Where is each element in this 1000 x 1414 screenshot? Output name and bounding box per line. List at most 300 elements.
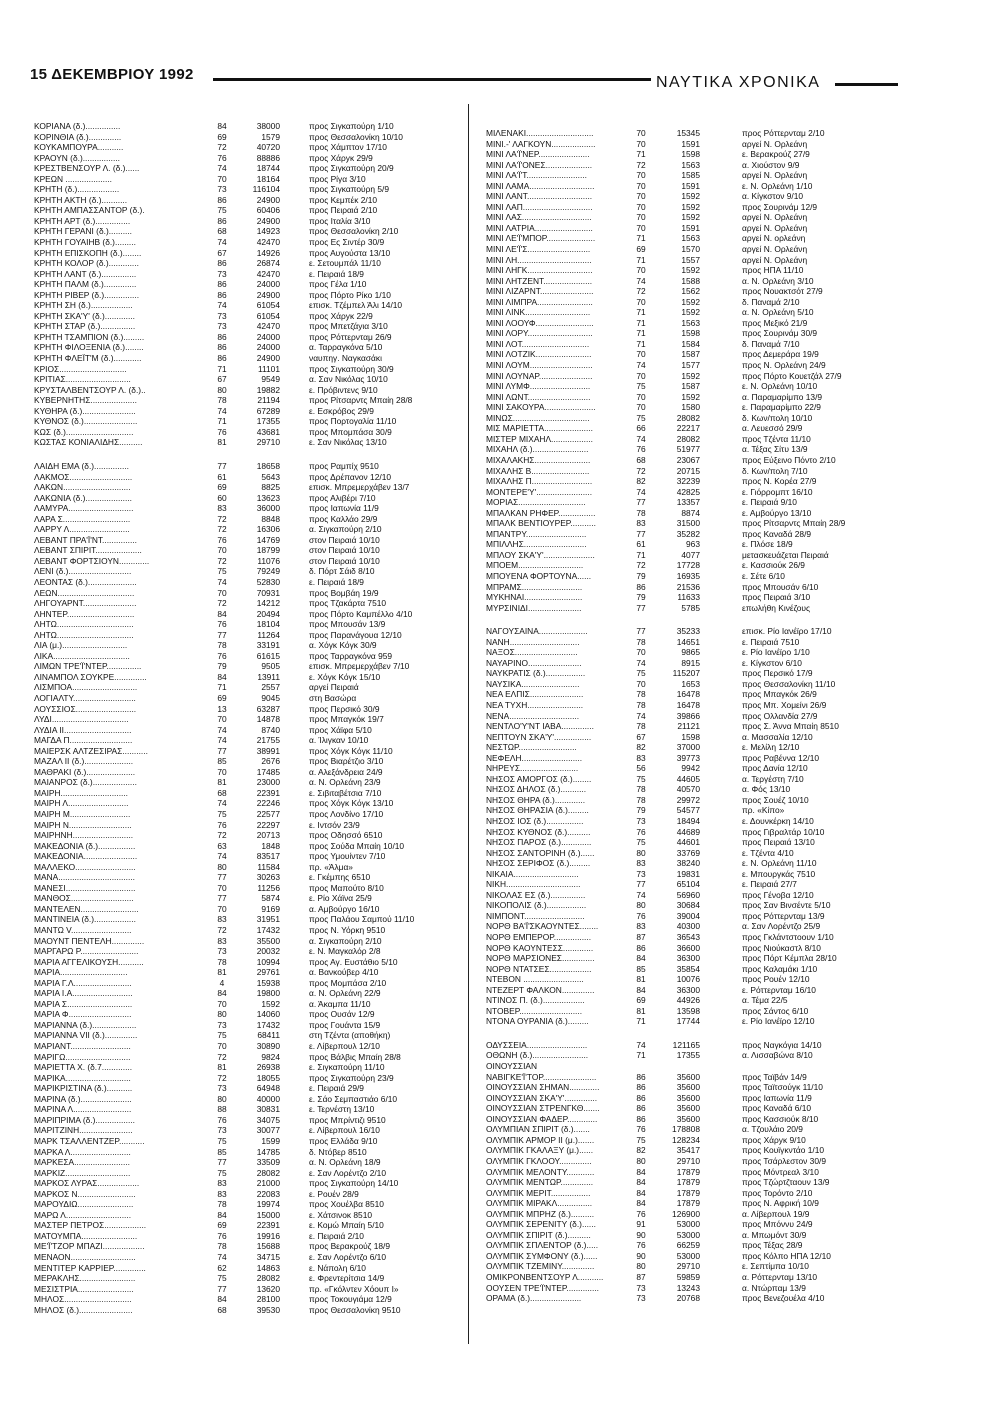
tonnage: 59859 bbox=[676, 1271, 700, 1282]
build-year: 83 bbox=[636, 858, 646, 869]
destination: α. Ν. Ορλεάνη 5/10 bbox=[742, 307, 814, 318]
tonnage: 14651 bbox=[676, 636, 700, 647]
ship-name: ΟΛΥΜΠΙΑΝ ΣΠΙΡΙΤ (δ.)....... bbox=[486, 1124, 590, 1135]
ship-row bbox=[476, 1219, 976, 1230]
ship-name: ΜΙΝΙ ΛΟΥΜ........................... bbox=[486, 360, 593, 371]
destination: ε. Πλόσε 18/9 bbox=[742, 539, 793, 550]
destination: προς Σιγκαπούρη 20/9 bbox=[309, 163, 394, 174]
build-year: 67 bbox=[217, 247, 227, 258]
ship-name: ΝΕΝΑ.............................. bbox=[486, 710, 580, 721]
destination: δ. Ντόβερ 8510 bbox=[309, 1146, 367, 1157]
build-year: 71 bbox=[636, 338, 646, 349]
destination: προς Σιγκαπούρη 5/9 bbox=[309, 184, 390, 195]
ship-name: ΜΑΡΙΑ Φ........................... bbox=[34, 1009, 132, 1020]
build-year: 85 bbox=[636, 963, 646, 974]
destination: προς Καλλάο 29/9 bbox=[309, 513, 378, 524]
build-year: 13 bbox=[217, 703, 227, 714]
tonnage: 18494 bbox=[676, 816, 700, 826]
build-year: 72 bbox=[636, 159, 646, 170]
build-year: 78 bbox=[217, 956, 227, 967]
tonnage: 51977 bbox=[676, 444, 700, 455]
tonnage: 34715 bbox=[256, 1251, 280, 1262]
destination: προς Νιούκαστλ 8/10 bbox=[742, 942, 821, 953]
destination: προς Σ. Άννα Μπαίη 8510 bbox=[742, 721, 839, 732]
ship-name: ΜΑΡΙΚΡΙΣΤΙΝΑ (δ.)........... bbox=[34, 1083, 133, 1094]
ship-row bbox=[24, 1168, 464, 1179]
destination: ε. Σέτε 6/10 bbox=[742, 570, 785, 581]
tonnage: 24000 bbox=[256, 279, 280, 290]
destination: α. Σιγκαπούρη 2/10 bbox=[309, 524, 382, 535]
ship-name: ΝΙΜΠΟΝΤ.......................... bbox=[486, 910, 585, 921]
ship-name: ΟΛΥΜΠΙΚ ΤΖΕΜΙΝΥ.............. bbox=[486, 1261, 595, 1272]
ship-row bbox=[24, 1125, 464, 1136]
build-year: 84 bbox=[217, 608, 227, 619]
ship-name: ΛΑΜΥΡΑ............................ bbox=[34, 503, 134, 514]
tonnage: 18164 bbox=[256, 173, 280, 184]
build-year: 81 bbox=[636, 974, 646, 985]
destination: α. Ν. Ορλεάνη 3/10 bbox=[742, 275, 814, 286]
ship-row bbox=[476, 953, 976, 964]
build-year: 80 bbox=[636, 847, 646, 858]
build-year: 74 bbox=[636, 889, 646, 900]
build-year: 62 bbox=[217, 1262, 227, 1273]
ship-name: ΜΑΙΡΗ............................. bbox=[34, 787, 129, 798]
ship-row bbox=[476, 434, 976, 445]
ship-name: ΜΙΝΙ ΛΑΤΡΙΑ......................... bbox=[486, 222, 593, 233]
build-year: 86 bbox=[217, 258, 227, 269]
build-year: 86 bbox=[636, 1113, 646, 1124]
ship-row bbox=[24, 395, 464, 406]
destination: α. Τέξας Σίτυ 13/9 bbox=[742, 444, 808, 455]
build-year: 90 bbox=[636, 1250, 646, 1261]
tonnage: 1591 bbox=[681, 180, 700, 191]
ship-row bbox=[476, 1177, 976, 1188]
ship-row bbox=[24, 936, 464, 947]
ship-row bbox=[24, 482, 464, 493]
tonnage: 14212 bbox=[256, 598, 280, 609]
ship-row bbox=[24, 184, 464, 195]
tonnage: 2557 bbox=[261, 682, 280, 693]
build-year: 72 bbox=[217, 1072, 227, 1083]
destination: προς Τζώρτζταουν 13/9 bbox=[742, 1177, 830, 1188]
build-year: 83 bbox=[217, 1178, 227, 1189]
ship-name: ΜΙΣ ΜΑΡΙΕΤΤΑ..................... bbox=[486, 423, 593, 434]
ship-row bbox=[476, 297, 976, 308]
destination: προς Σουρινάμ 30/9 bbox=[742, 328, 818, 339]
destination: προς Ρόττερνταμ 26/9 bbox=[309, 331, 392, 342]
ship-row bbox=[24, 756, 464, 767]
tonnage: 20494 bbox=[256, 608, 280, 619]
ship-name: ΜΙΝΙ ΛΑΝΤ............................ bbox=[486, 191, 593, 202]
destination: προς Θεσσαλονίκη 10/10 bbox=[309, 131, 403, 142]
ship-row bbox=[24, 788, 464, 799]
ship-name: ΜΠΟΥΕΝΑ ΦΟΡΤΟΥΝΑ...... bbox=[486, 570, 592, 581]
build-year: 74 bbox=[636, 710, 646, 721]
tonnage: 20032 bbox=[256, 946, 280, 957]
ship-name: ΝΕΦΕΛΗ.......................... bbox=[486, 752, 583, 763]
build-year: 67 bbox=[636, 731, 646, 742]
ship-name: ΝΑΞΟΣ........................... bbox=[486, 647, 578, 658]
tonnage: 61054 bbox=[256, 310, 280, 321]
build-year: 75 bbox=[636, 1134, 646, 1145]
build-year: 70 bbox=[636, 391, 646, 402]
tonnage: 31951 bbox=[256, 914, 280, 925]
destination: προς Νουακτσότ 27/9 bbox=[742, 286, 823, 297]
tonnage: 1592 bbox=[681, 191, 700, 202]
build-year: 74 bbox=[217, 1251, 227, 1262]
ship-row bbox=[24, 619, 464, 630]
destination: ε. Πρόβιντενς 9/10 bbox=[309, 384, 378, 395]
destination: προς Ρίτσαρντς Μπαίη 28/8 bbox=[309, 395, 413, 406]
destination: προς Μαπούτο 8/10 bbox=[309, 882, 384, 893]
tonnage: 35500 bbox=[256, 935, 280, 946]
ship-name: ΚΡΥΣΤΑΛΒΕΝΤΣΟΥΡ Λ. (δ.).. bbox=[34, 384, 146, 395]
ship-name: ΚΥΘΝΟΣ (δ.)....................... bbox=[34, 416, 138, 427]
tonnage: 16306 bbox=[256, 524, 280, 535]
destination: ε. Παραμαρίμπο 22/9 bbox=[742, 402, 821, 413]
ship-name: ΛΕΒΑΝΤ ΣΠΙΡΙΤ.................... bbox=[34, 545, 142, 556]
ship-row bbox=[24, 1104, 464, 1115]
tonnage: 88886 bbox=[256, 152, 280, 163]
build-year: 75 bbox=[217, 1167, 227, 1178]
build-year: 78 bbox=[636, 699, 646, 710]
ship-name: ΜΑΡΚΑ Λ.......................... bbox=[34, 1146, 131, 1157]
ship-name: ΛΙΑ (μ.)............................ bbox=[34, 640, 128, 651]
build-year: 70 bbox=[636, 222, 646, 233]
build-year: 74 bbox=[217, 724, 227, 735]
ship-row bbox=[24, 1284, 464, 1295]
ship-row bbox=[476, 837, 976, 848]
build-year: 68 bbox=[217, 787, 227, 798]
build-year: 86 bbox=[636, 581, 646, 592]
tonnage: 17355 bbox=[676, 1050, 700, 1061]
ship-name: ΜΙΝΙ ΛΙΜΠΡΑ........................ bbox=[486, 296, 593, 307]
destination: προς Ιταλία 3/10 bbox=[309, 215, 371, 226]
destination: προς Καλαμάκι 1/10 bbox=[742, 963, 818, 974]
build-year: 71 bbox=[636, 149, 646, 160]
destination: προς Σιγκαπούρη 23/9 bbox=[309, 1072, 394, 1083]
tonnage: 29710 bbox=[256, 437, 280, 448]
ship-row bbox=[24, 1157, 464, 1168]
tonnage: 15688 bbox=[256, 1241, 280, 1252]
ship-name: ΚΡΗΤΗ ΛΑΝΤ (δ.)............... bbox=[34, 268, 137, 279]
ship-row bbox=[24, 862, 464, 873]
destination: προς Χάρyκ 9/10 bbox=[742, 1134, 806, 1145]
build-year: 81 bbox=[217, 1062, 227, 1073]
ship-row bbox=[476, 328, 976, 339]
ship-name: ΛΑΡΑ Σ............................. bbox=[34, 513, 131, 524]
tonnage: 17728 bbox=[676, 560, 700, 571]
destination: ε. Ρουέν 28/9 bbox=[309, 1188, 359, 1199]
ship-row bbox=[476, 233, 976, 244]
ship-row bbox=[476, 805, 976, 816]
ship-name: ΚΡΗΤΗ ΑΚΤΗ (δ.)........... bbox=[34, 194, 128, 205]
ship-row bbox=[24, 714, 464, 725]
destination: προς Πόρτο Κουετζάλ 27/9 bbox=[742, 370, 842, 381]
ship-row bbox=[24, 385, 464, 396]
ship-name: ΜΙΝΩΣ................................. bbox=[486, 412, 590, 423]
tonnage: 29710 bbox=[676, 1155, 700, 1166]
build-year: 75 bbox=[636, 412, 646, 423]
tonnage: 35600 bbox=[676, 1103, 700, 1114]
ship-row bbox=[24, 925, 464, 936]
destination: προς Ολλανδία 27/9 bbox=[742, 710, 818, 721]
build-year: 84 bbox=[636, 1198, 646, 1209]
build-year: 83 bbox=[636, 518, 646, 529]
tonnage: 44689 bbox=[676, 826, 700, 837]
tonnage: 33191 bbox=[256, 640, 280, 651]
ship-name: ΜΑΝΕΣΙ.............................. bbox=[34, 882, 136, 893]
ship-row bbox=[476, 711, 976, 722]
tonnage: 17879 bbox=[676, 1166, 700, 1177]
destination: α. Χιούστον 9/9 bbox=[742, 159, 800, 170]
tonnage: 14926 bbox=[256, 247, 280, 258]
ship-row bbox=[476, 276, 976, 287]
ship-row bbox=[476, 128, 976, 139]
tonnage: 1570 bbox=[681, 244, 700, 255]
ship-name: ΜΑΙΡΗΝΗ.......................... bbox=[34, 830, 134, 841]
destination: α. Άκαμπα 11/10 bbox=[309, 998, 371, 1009]
ship-name: ΛΑΙΔΗ ΕΜΑ (δ.)............... bbox=[34, 460, 129, 471]
tonnage: 54577 bbox=[676, 805, 700, 816]
tonnage: 22297 bbox=[256, 819, 280, 830]
tonnage: 44601 bbox=[676, 837, 700, 848]
ship-name: ΚΡΗΤΗ ΠΑΛΜ (δ.).............. bbox=[34, 279, 137, 290]
tonnage: 16478 bbox=[676, 689, 700, 700]
ship-row bbox=[476, 371, 976, 382]
ship-name: ΜΙΝΙ ΣΑΚΟΥΡΑ...................... bbox=[486, 402, 596, 413]
destination: προς Γένοβα 12/10 bbox=[742, 889, 814, 900]
tonnage: 128234 bbox=[672, 1134, 700, 1145]
ship-row bbox=[476, 774, 976, 785]
ship-row bbox=[476, 1283, 976, 1294]
build-year: 70 bbox=[636, 191, 646, 202]
tonnage: 4077 bbox=[681, 549, 700, 560]
ship-row bbox=[24, 437, 464, 448]
ship-name: ΛΙΜΩΝ ΤΡΕ'Ϊ'ΝΤΕΡ............... bbox=[34, 661, 142, 672]
destination: προς Θεσσαλονίκη 9510 bbox=[309, 1304, 401, 1315]
destination: προς Κουϊγκντάο 1/10 bbox=[742, 1145, 825, 1156]
destination: ε. Κίγκστον 6/10 bbox=[742, 657, 802, 668]
destination: ε. Δουνκέρκη 14/10 bbox=[742, 816, 814, 826]
ship-row bbox=[24, 321, 464, 332]
destination: προς ΗΠΑ 11/10 bbox=[742, 265, 804, 276]
ship-row bbox=[476, 1050, 976, 1061]
build-year: 82 bbox=[636, 476, 646, 487]
build-year: 84 bbox=[217, 988, 227, 999]
build-year: 86 bbox=[636, 1082, 646, 1093]
tonnage: 28100 bbox=[256, 1294, 280, 1305]
tonnage: 2676 bbox=[261, 756, 280, 767]
tonnage: 14785 bbox=[256, 1146, 280, 1157]
ship-name: ΜΑΡΩ Λ............................ bbox=[34, 1209, 132, 1220]
build-year: 77 bbox=[636, 879, 646, 890]
ship-row bbox=[24, 503, 464, 514]
ship-name: ΜΑΛΛΕΚΟ.......................... bbox=[34, 861, 136, 872]
destination: α. Ταρραγκόνα 5/10 bbox=[309, 342, 383, 353]
ship-row bbox=[476, 1103, 976, 1114]
ship-row bbox=[24, 461, 464, 472]
ship-row bbox=[24, 1220, 464, 1231]
tonnage: 38240 bbox=[676, 858, 700, 869]
ship-name: ΟΟΥΣΕΝ ΤΡΕ'Ϊ'ΝΤΕΡ.............. bbox=[486, 1282, 599, 1293]
destination: α. Μπωμόντ 30/9 bbox=[742, 1229, 807, 1240]
destination: προς Εύξεινο Πόντο 2/10 bbox=[742, 454, 836, 465]
tonnage: 36000 bbox=[256, 503, 280, 514]
ship-row bbox=[476, 647, 976, 658]
build-year: 80 bbox=[636, 1155, 646, 1166]
build-year: 76 bbox=[217, 426, 227, 437]
tonnage: 43681 bbox=[256, 426, 280, 437]
ship-row bbox=[476, 349, 976, 360]
build-year: 77 bbox=[217, 872, 227, 883]
ship-name: ΜΙΝΙ ΛΗΤΖΕΝΤ..................... bbox=[486, 275, 593, 286]
ship-name: ΜΙΝΙ ΛΥΜΦ.......................... bbox=[486, 381, 591, 392]
ship-row bbox=[24, 226, 464, 237]
ship-row bbox=[476, 911, 976, 922]
build-year: 85 bbox=[217, 756, 227, 767]
section-gap bbox=[24, 448, 464, 461]
ship-row bbox=[476, 721, 976, 732]
ship-name: ΚΟΥΚΑΜΠΟΥΡΑ........... bbox=[34, 142, 124, 153]
build-year: 76 bbox=[217, 619, 227, 630]
ship-row bbox=[24, 416, 464, 427]
tonnage: 35233 bbox=[676, 626, 700, 637]
tonnage: 32239 bbox=[676, 476, 700, 487]
ship-row bbox=[476, 658, 976, 669]
destination: ε. Ρίο Ιανέϊρο 12/10 bbox=[742, 1016, 815, 1027]
build-year: 84 bbox=[217, 1294, 227, 1305]
tonnage: 1591 bbox=[681, 138, 700, 149]
destination: ε. Ν. Ορλεάνη 11/10 bbox=[742, 858, 817, 869]
ship-row bbox=[476, 529, 976, 540]
destination: προς Σαν Βινσέντε 5/10 bbox=[742, 900, 831, 911]
tonnage: 33769 bbox=[676, 847, 700, 858]
destination: ε. Ν. Ορλεάνη 1/10 bbox=[742, 180, 813, 191]
destination: προς Βάλβις Μπαίη 28/8 bbox=[309, 1051, 401, 1062]
build-year: 75 bbox=[636, 837, 646, 848]
ship-name: ΜΠΛΟΥ ΣΚΑ'Υ'...................... bbox=[486, 549, 595, 560]
ship-name: ΜΑΡΚ ΤΣΑΛΛΕΝΤΖΕΡ........... bbox=[34, 1135, 145, 1146]
build-year: 72 bbox=[636, 465, 646, 476]
ship-name: ΜΑΡΓΑΡΩ Ρ......................... bbox=[34, 946, 139, 957]
ship-row bbox=[24, 630, 464, 641]
destination: α. Τεργέστη 7/10 bbox=[742, 773, 804, 784]
ship-row bbox=[476, 1251, 976, 1262]
tonnage: 65104 bbox=[676, 879, 700, 890]
tonnage: 38991 bbox=[256, 745, 280, 756]
tonnage: 1557 bbox=[681, 254, 700, 265]
tonnage: 20768 bbox=[676, 1293, 700, 1304]
ship-row bbox=[476, 244, 976, 255]
ship-row bbox=[24, 566, 464, 577]
ship-name: ΜΙΝΙ ΛΑ'Ϊ'ΟΝΕΣ.................... bbox=[486, 159, 593, 170]
ship-name: ΝΗΣΟΣ ΚΥΘΝΟΣ (δ.).......... bbox=[486, 826, 591, 837]
build-year: 76 bbox=[636, 1124, 646, 1135]
ship-row bbox=[24, 1020, 464, 1031]
ship-name: ΜΥΡΣΙΝΙΔΙ....................... bbox=[486, 602, 582, 613]
tonnage: 22246 bbox=[256, 798, 280, 809]
build-year: 86 bbox=[217, 289, 227, 300]
destination: προς Υμουίντεν 7/10 bbox=[309, 851, 386, 862]
build-year: 73 bbox=[217, 1083, 227, 1094]
build-year: 75 bbox=[217, 809, 227, 819]
destination: α. Λευεσσό 29/9 bbox=[742, 423, 803, 434]
tonnage: 17355 bbox=[256, 416, 280, 427]
tonnage: 22391 bbox=[256, 787, 280, 798]
destination: ε. Σιγκαπούρη 11/10 bbox=[309, 1062, 385, 1073]
ship-name: ΟΙΝΟΥΣΣΙΑΝ ΣΗΜΑΝ............. bbox=[486, 1082, 600, 1093]
ship-name: ΝΗΣΟΣ ΙΟΣ (δ.)................ bbox=[486, 816, 584, 826]
ship-name: ΜΑΚΕΔΟΝΙΑ (δ.)................ bbox=[34, 840, 136, 851]
ship-row bbox=[476, 1261, 976, 1272]
tonnage: 17744 bbox=[676, 1016, 700, 1027]
destination: ε. Τερνέστη 13/10 bbox=[309, 1104, 375, 1115]
tonnage: 18104 bbox=[256, 619, 280, 630]
ship-name: ΚΡΗΤΗ (δ.).................. bbox=[34, 184, 120, 195]
ship-name: ΜΟΡΙΑΣ............................. bbox=[486, 497, 586, 508]
ship-row bbox=[476, 497, 976, 508]
build-year: 77 bbox=[217, 893, 227, 904]
section-gap bbox=[476, 613, 976, 626]
ship-name: ΟΛΥΜΠΙΚ ΜΕΝΤΩΡ.............. bbox=[486, 1177, 594, 1188]
ship-row bbox=[476, 763, 976, 774]
tonnage: 53000 bbox=[676, 1229, 700, 1240]
destination: ε. Πειραιά 18/9 bbox=[309, 268, 364, 279]
ship-name: ΜΙΣΤΕΡ ΜΙΧΑΗΛ.................. bbox=[486, 433, 593, 444]
tonnage: 24000 bbox=[256, 331, 280, 342]
destination: ε. Πειραιά 2/10 bbox=[309, 1230, 364, 1241]
ship-row bbox=[476, 943, 976, 954]
ship-name: ΟΛΥΜΠΙΚ ΣΥΜΦΟΝΥ (δ.)...... bbox=[486, 1250, 598, 1261]
ship-row bbox=[476, 592, 976, 603]
ship-name: ΜΑΝΤΙΝΕΙΑ (δ.).................. bbox=[34, 914, 136, 925]
destination: προς Σουρινάμ 12/9 bbox=[742, 201, 818, 212]
destination: προς Γουάντα 15/9 bbox=[309, 1019, 381, 1030]
build-year: 72 bbox=[217, 524, 227, 535]
destination: ε. Γιόρρομπτ 16/10 bbox=[742, 486, 813, 497]
build-year: 71 bbox=[217, 682, 227, 693]
tonnage: 35600 bbox=[676, 1113, 700, 1124]
tonnage: 9169 bbox=[261, 903, 280, 914]
build-year: 80 bbox=[217, 384, 227, 395]
ship-name: ΜΑΡΙΝΑ (δ.)...................... bbox=[34, 1093, 132, 1104]
build-year: 70 bbox=[217, 714, 227, 725]
ship-row bbox=[24, 588, 464, 599]
tonnage: 18658 bbox=[256, 460, 280, 471]
build-year: 82 bbox=[636, 1145, 646, 1156]
tonnage: 21000 bbox=[256, 1178, 280, 1189]
build-year: 70 bbox=[217, 882, 227, 893]
ship-row bbox=[24, 872, 464, 883]
ship-row bbox=[24, 1094, 464, 1105]
build-year: 72 bbox=[217, 555, 227, 566]
ship-name: ΝΙΚΟΛΑΣ ΕΣ (δ.)............... bbox=[486, 889, 586, 900]
tonnage: 21121 bbox=[677, 721, 700, 732]
build-year: 76 bbox=[217, 152, 227, 163]
destination: προς Χάρyκ 22/9 bbox=[309, 310, 373, 321]
destination: προς Μπετζάyια 3/10 bbox=[309, 321, 388, 332]
build-year: 56 bbox=[636, 763, 646, 774]
tonnage: 19916 bbox=[256, 1230, 280, 1241]
ship-name: ΜΑΙΑΝΡΟΣ (δ.)................... bbox=[34, 777, 137, 788]
destination: προς Μπρίντιζι 9510 bbox=[309, 1114, 386, 1125]
tonnage: 70931 bbox=[256, 587, 280, 598]
ship-name: ΜΑΟΥΝΤ ΠΕΝΤΕΛΗ.............. bbox=[34, 935, 145, 946]
ship-name: ΜΑΡΙΑ............................. bbox=[34, 967, 128, 978]
build-year: 87 bbox=[636, 1271, 646, 1282]
ship-row bbox=[476, 1188, 976, 1199]
